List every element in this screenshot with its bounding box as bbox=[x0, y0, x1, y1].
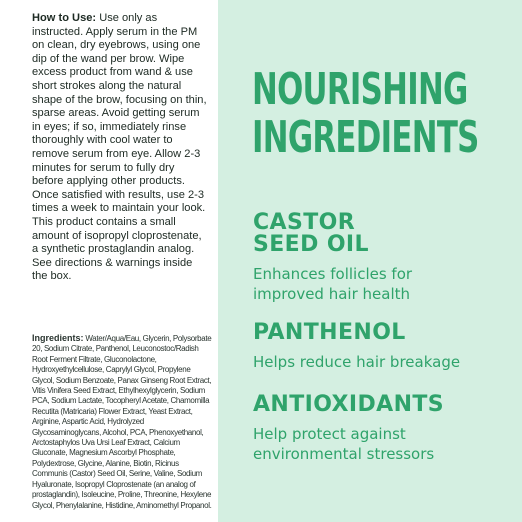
ingredient-title bbox=[253, 394, 513, 416]
ingredient-title-line-1: CASTOR bbox=[253, 210, 356, 235]
ingredient-description bbox=[253, 352, 513, 372]
ingredient-description-line-1: Help protect against bbox=[253, 425, 406, 443]
how-to-use-body: Use only as instructed. Apply serum in the PM on clean, dry eyebrows, using one dip of the wand per brow. Wipe excess product from wand & use short strokes along the natural shape of the brow, focusing on thin, sparse areas. Avoid getting serum in eyes; if so, immediately rinse thoroughly with cool water to remove serum from eye. Allow 2-3 minutes for serum to fully dry before applying other products. Once satisfied with results, use 2-3 times a week to maintain your look. This product contains a small amount of isopropyl cloprostenate, a synthetic prostaglandin analog. See directions & warnings inside the box. bbox=[32, 12, 207, 283]
how-to-use-label: How to Use: bbox=[32, 12, 97, 24]
ingredient-description-line-1: Helps reduce hair breakage bbox=[253, 353, 461, 371]
ingredient-antioxidants bbox=[253, 394, 513, 464]
ingredient-title-line-1: ANTIOXIDANTS bbox=[253, 392, 445, 417]
headline-line-2: INGREDIENTS bbox=[252, 112, 479, 163]
ingredient-description bbox=[253, 424, 513, 464]
ingredient-description-line-1: Enhances follicles for bbox=[253, 265, 413, 283]
ingredient-panthenol bbox=[253, 322, 513, 372]
headline bbox=[252, 66, 479, 162]
ingredient-title-line-2: SEED OIL bbox=[253, 232, 369, 257]
ingredient-description-line-2: improved hair health bbox=[253, 285, 410, 303]
ingredients-label: Ingredients: bbox=[32, 333, 84, 343]
ingredient-title bbox=[253, 322, 513, 344]
ingredients-body: Water/Aqua/Eau, Glycerin, Polysorbate 20, Sodium Citrate, Panthenol, Leuconostoc/Radish Root Ferment Filtrate, Gluconolactone, Hydroxyethylcellulose, Caprylyl Glycol, Propylene Glycol, Sodium Benzoate, Panax Ginseng Root Extract, Vitis Vinifera Seed Extract, Ethylhexylglycerin, Sodium PCA, Sodium Lactate, Tocopheryl Acetate, Chamomilla Recutita (Matricaria) Flower Extract, Yeast Extract, Arginine, Aspartic Acid, Hydrolyzed Glycosaminoglycans, Alcohol, PCA, Phenoxyethanol, Arctostaphylos Uva Ursi Leaf Extract, Calcium Gluconate, Magnesium Ascorbyl Phosphate, Polydextrose, Glycine, Alanine, Biotin, Ricinus Communis (Castor) Seed Oil, Serine, Valine, Sodium Hyaluronate, Isopropyl Cloprostenate (an analog of prostaglandin), Isoleucine, Proline, Threonine, Hexylene Glycol, Phenylalanine, Histidine, Aminomethyl Propanol. bbox=[32, 334, 212, 510]
ingredient-title bbox=[253, 212, 513, 256]
ingredient-castor-seed-oil bbox=[253, 212, 513, 304]
ingredients-text bbox=[32, 333, 212, 511]
ingredient-title-line-1: PANTHENOL bbox=[253, 320, 406, 345]
ingredient-description-line-2: environmental stressors bbox=[253, 445, 435, 463]
ingredients-highlight-panel bbox=[218, 0, 522, 522]
ingredient-description bbox=[253, 264, 513, 304]
how-to-use-text bbox=[32, 12, 208, 284]
headline-line-1: NOURISHING bbox=[252, 64, 468, 115]
